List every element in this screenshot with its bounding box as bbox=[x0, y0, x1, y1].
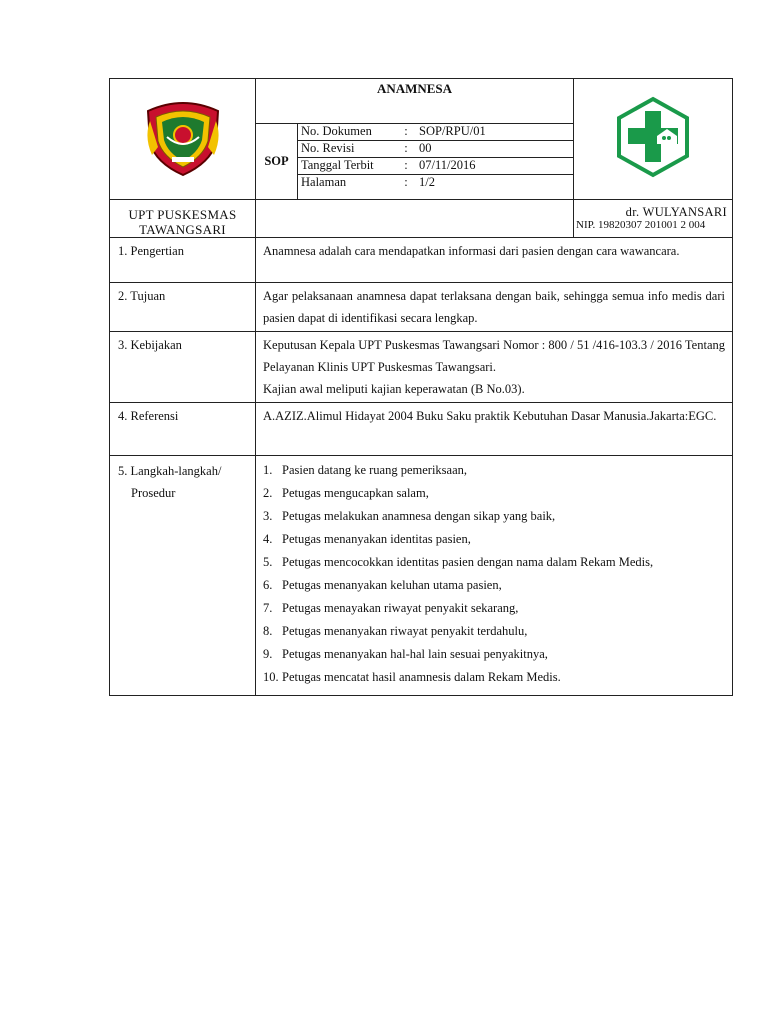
step-text: Petugas menanyakan identitas pasien, bbox=[282, 532, 471, 546]
meta-key: Halaman bbox=[298, 175, 396, 200]
step-text: Petugas menayakan riwayat penyakit sekarang, bbox=[282, 601, 519, 615]
procedure-step bbox=[263, 643, 725, 666]
section-text: Agar pelaksanaan anamnesa dapat terlaksana dengan baik, sehingga semua info medis dari pasien dapat di identifikasi secara lengkap. bbox=[256, 283, 733, 332]
procedure-row bbox=[110, 456, 733, 696]
sop-table bbox=[109, 78, 733, 696]
section-label: 2. Tujuan bbox=[110, 283, 256, 332]
procedure-label-line2: Prosedur bbox=[131, 486, 176, 500]
step-number: 1. bbox=[263, 463, 273, 477]
section-label: 1. Pengertian bbox=[110, 238, 256, 283]
puskesmas-logo-cell bbox=[574, 79, 733, 200]
step-text: Petugas menanyakan riwayat penyakit terdahulu, bbox=[282, 624, 528, 638]
meta-row bbox=[298, 175, 573, 200]
meta-colon: : bbox=[396, 175, 416, 200]
procedure-label-line1: 5. Langkah-langkah/ bbox=[118, 464, 222, 478]
step-number: 2. bbox=[263, 486, 273, 500]
step-text: Petugas menanyakan keluhan utama pasien, bbox=[282, 578, 502, 592]
step-number: 10. bbox=[263, 670, 279, 684]
step-number: 9. bbox=[263, 647, 273, 661]
meta-value: 00 bbox=[416, 141, 573, 158]
sop-document bbox=[109, 78, 732, 696]
meta-colon: : bbox=[396, 141, 416, 158]
procedure-steps bbox=[256, 456, 733, 696]
section-label: 3. Kebijakan bbox=[110, 332, 256, 403]
signer-nip: NIP. 19820307 201001 2 004 bbox=[576, 219, 706, 231]
policy-text-2: Kajian awal meliputi kajian keperawatan (B No.03). bbox=[263, 382, 525, 396]
step-number: 3. bbox=[263, 509, 273, 523]
signature-block bbox=[574, 200, 733, 238]
document-title: ANAMNESA bbox=[256, 79, 574, 124]
meta-colon: : bbox=[396, 124, 416, 141]
meta-value: 1/2 bbox=[416, 175, 573, 200]
meta-colon: : bbox=[396, 158, 416, 175]
unit-name bbox=[110, 200, 256, 238]
procedure-step bbox=[263, 551, 725, 574]
meta-key: No. Dokumen bbox=[298, 124, 396, 141]
procedure-step bbox=[263, 505, 725, 528]
section-text: A.AZIZ.Alimul Hidayat 2004 Buku Saku praktik Kebutuhan Dasar Manusia.Jakarta:EGC. bbox=[256, 403, 733, 456]
puskesmas-cross-icon bbox=[612, 96, 694, 178]
section-text bbox=[256, 332, 733, 403]
meta-row bbox=[298, 124, 573, 141]
step-text: Petugas melakukan anamnesa dengan sikap yang baik, bbox=[282, 509, 556, 523]
unit-name-line1: UPT PUSKESMAS bbox=[128, 207, 237, 222]
step-number: 4. bbox=[263, 532, 273, 546]
sop-label: SOP bbox=[256, 124, 298, 200]
meta-value: 07/11/2016 bbox=[416, 158, 573, 175]
meta-value: SOP/RPU/01 bbox=[416, 124, 573, 141]
meta-key: No. Revisi bbox=[298, 141, 396, 158]
procedure-step bbox=[263, 666, 725, 689]
unit-name-line2: TAWANGSARI bbox=[139, 222, 226, 237]
meta-key: Tanggal Terbit bbox=[298, 158, 396, 175]
regency-shield-icon bbox=[142, 97, 224, 177]
step-number: 8. bbox=[263, 624, 273, 638]
step-text: Petugas mencocokkan identitas pasien dengan nama dalam Rekam Medis, bbox=[282, 555, 654, 569]
procedure-step bbox=[263, 528, 725, 551]
step-text: Pasien datang ke ruang pemeriksaan, bbox=[282, 463, 468, 477]
step-text: Petugas menanyakan hal-hal lain sesuai penyakitnya, bbox=[282, 647, 548, 661]
step-text: Petugas mengucapkan salam, bbox=[282, 486, 429, 500]
section-row bbox=[110, 283, 733, 332]
procedure-label bbox=[110, 456, 256, 696]
step-number: 5. bbox=[263, 555, 273, 569]
policy-text: Keputusan Kepala UPT Puskesmas Tawangsari Nomor : 800 / 51 /416-103.3 / 2016 Tentang Pelayanan Klinis UPT Puskesmas Tawangsari. bbox=[263, 338, 725, 374]
procedure-step bbox=[263, 597, 725, 620]
meta-row bbox=[298, 158, 573, 175]
procedure-step bbox=[263, 574, 725, 597]
signer-name: dr. WULYANSARI bbox=[625, 205, 727, 219]
procedure-step bbox=[263, 620, 725, 643]
blank-cell bbox=[256, 200, 574, 238]
procedure-step bbox=[263, 482, 725, 505]
step-number: 6. bbox=[263, 578, 273, 592]
section-row bbox=[110, 238, 733, 283]
step-number: 7. bbox=[263, 601, 273, 615]
regency-logo-cell bbox=[110, 79, 256, 200]
procedure-step bbox=[263, 459, 725, 482]
meta-row bbox=[298, 141, 573, 158]
section-row bbox=[110, 332, 733, 403]
section-text: Anamnesa adalah cara mendapatkan informasi dari pasien dengan cara wawancara. bbox=[256, 238, 733, 283]
section-row bbox=[110, 403, 733, 456]
step-text: Petugas mencatat hasil anamnesis dalam Rekam Medis. bbox=[282, 670, 561, 684]
section-label: 4. Referensi bbox=[110, 403, 256, 456]
document-meta bbox=[298, 124, 574, 200]
